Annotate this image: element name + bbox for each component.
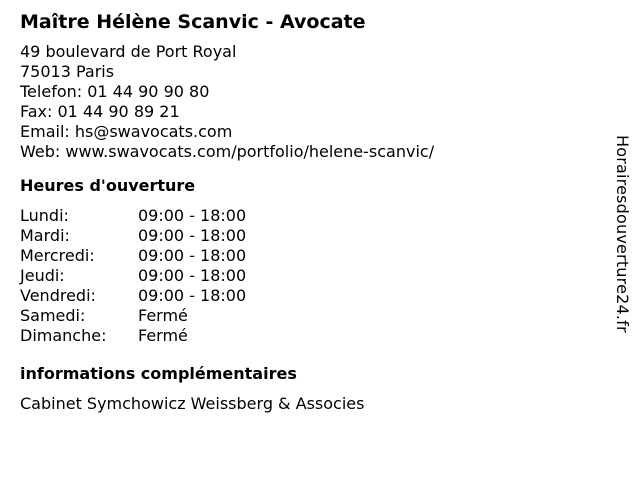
web-text: Web: www.swavocats.com/portfolio/helene-scanvic/ [20,142,435,161]
phone-text: Telefon: 01 44 90 90 80 [20,82,210,101]
hours-table [20,206,600,346]
hours-day: Samedi: [20,306,86,325]
hours-day: Lundi: [20,206,69,225]
hours-day: Vendredi: [20,286,96,305]
hours-time: 09:00 - 18:00 [138,266,247,285]
hours-day: Jeudi: [20,266,65,285]
address-line-2: 75013 Paris [20,62,115,81]
hours-row-lundi [20,206,600,226]
hours-day: Mardi: [20,226,70,245]
hours-heading: Heures d'ouverture [20,176,196,195]
hours-time: 09:00 - 18:00 [138,206,247,225]
info-heading: informations complémentaires [20,364,297,383]
hours-time: 09:00 - 18:00 [138,246,247,265]
hours-row-dimanche [20,326,600,346]
hours-row-mardi [20,226,600,246]
fax-text: Fax: 01 44 90 89 21 [20,102,180,121]
info-text: Cabinet Symchowicz Weissberg & Associes [20,394,365,413]
address-line-1: 49 boulevard de Port Royal [20,42,237,61]
hours-time: 09:00 - 18:00 [138,286,247,305]
hours-time: 09:00 - 18:00 [138,226,247,245]
hours-day: Dimanche: [20,326,107,345]
hours-row-jeudi [20,266,600,286]
listing-card [20,10,600,414]
page-title: Maître Hélène Scanvic - Avocate [20,11,366,33]
hours-time: Fermé [138,326,188,345]
hours-row-vendredi [20,286,600,306]
contact-block [20,42,600,162]
hours-time: Fermé [138,306,188,325]
hours-row-mercredi [20,246,600,266]
hours-row-samedi [20,306,600,326]
brand-watermark: Horairesdouverture24.fr [613,135,632,333]
email-text: Email: hs@swavocats.com [20,122,233,141]
hours-day: Mercredi: [20,246,95,265]
